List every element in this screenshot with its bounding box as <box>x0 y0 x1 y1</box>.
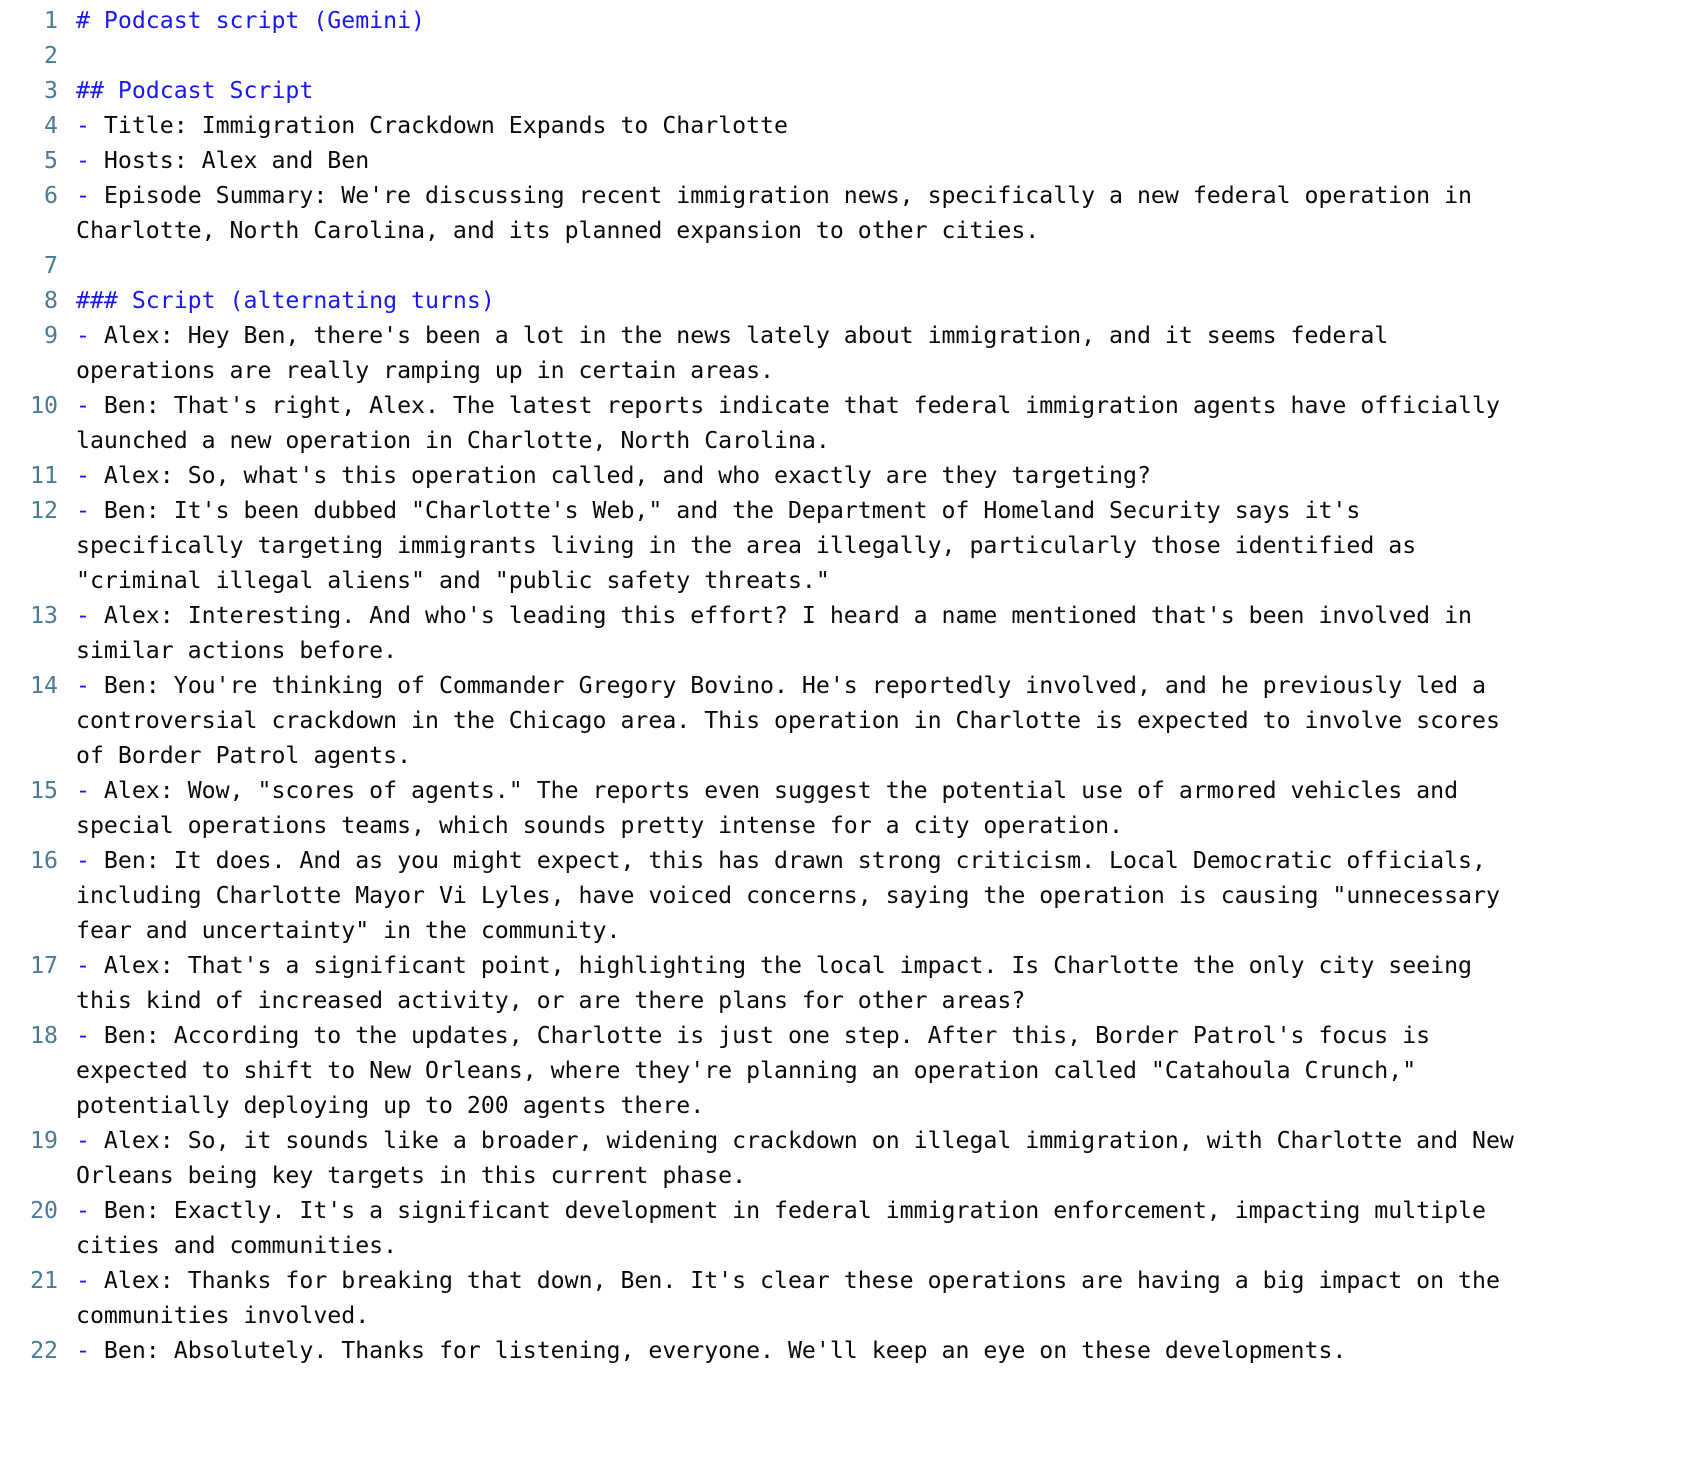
line-text <box>58 1053 1690 1088</box>
list-marker-dash: - <box>76 602 90 629</box>
list-marker-dash: - <box>76 322 90 349</box>
line-text <box>58 1228 1690 1263</box>
code-line <box>0 878 1690 913</box>
line-text <box>58 3 1690 38</box>
line-text <box>58 73 1690 108</box>
code-line <box>0 563 1690 598</box>
list-marker-dash: - <box>76 777 90 804</box>
line-number <box>0 633 58 668</box>
list-marker-dash: - <box>76 1337 90 1364</box>
list-item-text: Episode Summary: We're discussing recent immigration news, specifically a new federal operation in <box>89 182 1473 209</box>
heading-text: ## Podcast Script <box>76 77 314 104</box>
code-line <box>0 1018 1690 1053</box>
line-number <box>0 703 58 738</box>
line-number: 1 <box>44 7 58 34</box>
list-item-text: Alex: Hey Ben, there's been a lot in the news lately about immigration, and it seems federal <box>89 322 1389 349</box>
code-line <box>0 213 1690 248</box>
line-text <box>58 668 1690 703</box>
code-line <box>0 633 1690 668</box>
line-number <box>0 808 58 843</box>
list-item-text: Alex: Thanks for breaking that down, Ben. It's clear these operations are having a big impact on the <box>89 1267 1500 1294</box>
list-item-text: Ben: That's right, Alex. The latest reports indicate that federal immigration agents have officially <box>89 392 1500 419</box>
code-line <box>0 528 1690 563</box>
line-text <box>58 1333 1690 1368</box>
code-line <box>0 1158 1690 1193</box>
list-item-text: Alex: Interesting. And who's leading this effort? I heard a name mentioned that's been involved in <box>89 602 1473 629</box>
line-text <box>58 913 1690 948</box>
line-number: 3 <box>44 77 58 104</box>
line-number <box>0 563 58 598</box>
code-line <box>0 178 1690 213</box>
line-text <box>58 213 1690 248</box>
line-number <box>0 983 58 1018</box>
line-number: 4 <box>44 112 58 139</box>
code-line <box>0 248 1690 283</box>
list-marker-dash: - <box>76 847 90 874</box>
code-line <box>0 1263 1690 1298</box>
wrapped-line-text: operations are really ramping up in certain areas. <box>76 357 775 384</box>
code-line <box>0 668 1690 703</box>
code-line <box>0 1298 1690 1333</box>
line-text <box>58 248 1690 283</box>
line-number: 7 <box>44 252 58 279</box>
line-number <box>0 878 58 913</box>
line-number: 5 <box>44 147 58 174</box>
list-item-text: Alex: So, it sounds like a broader, widening crackdown on illegal immigration, with Charlotte and New <box>89 1127 1514 1154</box>
code-line <box>0 948 1690 983</box>
wrapped-line-text: special operations teams, which sounds pretty intense for a city operation. <box>76 812 1124 839</box>
line-number <box>0 1158 58 1193</box>
list-item-text: Ben: Absolutely. Thanks for listening, everyone. We'll keep an eye on these developments. <box>89 1337 1347 1364</box>
line-number <box>0 1298 58 1333</box>
line-number: 14 <box>30 672 58 699</box>
code-line <box>0 703 1690 738</box>
code-line <box>0 1123 1690 1158</box>
wrapped-line-text: expected to shift to New Orleans, where they're planning an operation called "Catahoula Crunch," <box>76 1057 1417 1084</box>
code-line <box>0 143 1690 178</box>
line-number: 19 <box>30 1127 58 1154</box>
list-item-text: Alex: So, what's this operation called, and who exactly are they targeting? <box>89 462 1151 489</box>
code-line <box>0 1053 1690 1088</box>
wrapped-line-text: "criminal illegal aliens" and "public safety threats." <box>76 567 830 594</box>
wrapped-line-text: specifically targeting immigrants living in the area illegally, particularly those identified as <box>76 532 1417 559</box>
line-number: 20 <box>30 1197 58 1224</box>
code-line <box>0 283 1690 318</box>
line-text <box>58 283 1690 318</box>
line-number: 12 <box>30 497 58 524</box>
code-line <box>0 388 1690 423</box>
line-text <box>58 1298 1690 1333</box>
line-number <box>0 738 58 773</box>
line-text <box>58 1123 1690 1158</box>
line-text <box>58 703 1690 738</box>
list-item-text: Hosts: Alex and Ben <box>89 147 370 174</box>
code-line <box>0 773 1690 808</box>
code-line <box>0 1228 1690 1263</box>
list-item-text: Alex: That's a significant point, highlighting the local impact. Is Charlotte the only city seeing <box>89 952 1473 979</box>
code-line <box>0 73 1690 108</box>
line-number: 22 <box>30 1337 58 1364</box>
list-marker-dash: - <box>76 147 90 174</box>
code-line <box>0 458 1690 493</box>
line-number <box>0 1088 58 1123</box>
line-number: 13 <box>30 602 58 629</box>
line-text <box>58 388 1690 423</box>
line-number: 15 <box>30 777 58 804</box>
line-number: 21 <box>30 1267 58 1294</box>
wrapped-line-text: potentially deploying up to 200 agents there. <box>76 1092 705 1119</box>
list-marker-dash: - <box>76 182 90 209</box>
line-number <box>0 1228 58 1263</box>
line-text <box>58 948 1690 983</box>
line-number: 6 <box>44 182 58 209</box>
code-line <box>0 38 1690 73</box>
list-item-text: Ben: Exactly. It's a significant development in federal immigration enforcement, impacting multiple <box>89 1197 1486 1224</box>
line-text <box>58 143 1690 178</box>
line-text <box>58 1263 1690 1298</box>
line-text <box>58 528 1690 563</box>
code-line <box>0 3 1690 38</box>
line-text <box>58 108 1690 143</box>
heading-text: # Podcast script (Gemini) <box>76 7 426 34</box>
list-marker-dash: - <box>76 497 90 524</box>
list-marker-dash: - <box>76 672 90 699</box>
line-number: 8 <box>44 287 58 314</box>
heading-text: ### Script (alternating turns) <box>76 287 495 314</box>
list-item-text: Ben: It does. And as you might expect, this has drawn strong criticism. Local Democratic officials, <box>89 847 1486 874</box>
wrapped-line-text: launched a new operation in Charlotte, North Carolina. <box>76 427 830 454</box>
code-line <box>0 423 1690 458</box>
list-item-text: Ben: It's been dubbed "Charlotte's Web," and the Department of Homeland Security says it's <box>89 497 1361 524</box>
wrapped-line-text: of Border Patrol agents. <box>76 742 412 769</box>
list-marker-dash: - <box>76 392 90 419</box>
line-text <box>58 353 1690 388</box>
code-line <box>0 983 1690 1018</box>
line-number <box>0 913 58 948</box>
line-number <box>0 213 58 248</box>
wrapped-line-text: Charlotte, North Carolina, and its planned expansion to other cities. <box>76 217 1040 244</box>
line-number <box>0 528 58 563</box>
list-marker-dash: - <box>76 952 90 979</box>
line-number <box>0 423 58 458</box>
code-line <box>0 1193 1690 1228</box>
list-marker-dash: - <box>76 1022 90 1049</box>
code-line <box>0 318 1690 353</box>
line-number: 9 <box>44 322 58 349</box>
line-number: 2 <box>44 42 58 69</box>
line-text <box>58 423 1690 458</box>
code-line <box>0 598 1690 633</box>
wrapped-line-text: including Charlotte Mayor Vi Lyles, have voiced concerns, saying the operation is causing "unnecessary <box>76 882 1500 909</box>
code-line <box>0 843 1690 878</box>
list-marker-dash: - <box>76 1267 90 1294</box>
line-number: 17 <box>30 952 58 979</box>
line-number: 16 <box>30 847 58 874</box>
line-number: 11 <box>30 462 58 489</box>
wrapped-line-text: cities and communities. <box>76 1232 398 1259</box>
wrapped-line-text: controversial crackdown in the Chicago area. This operation in Charlotte is expected to involve scores <box>76 707 1500 734</box>
wrapped-line-text: fear and uncertainty" in the community. <box>76 917 621 944</box>
line-text <box>58 1088 1690 1123</box>
line-text <box>58 738 1690 773</box>
wrapped-line-text: similar actions before. <box>76 637 398 664</box>
list-marker-dash: - <box>76 1127 90 1154</box>
line-text <box>58 1158 1690 1193</box>
line-text <box>58 633 1690 668</box>
wrapped-line-text: Orleans being key targets in this current phase. <box>76 1162 747 1189</box>
line-text <box>58 808 1690 843</box>
code-line <box>0 808 1690 843</box>
line-number: 10 <box>30 392 58 419</box>
code-line <box>0 1333 1690 1368</box>
line-text <box>58 178 1690 213</box>
line-text <box>58 563 1690 598</box>
list-marker-dash: - <box>76 112 90 139</box>
line-text <box>58 493 1690 528</box>
line-text <box>58 1018 1690 1053</box>
wrapped-line-text: communities involved. <box>76 1302 370 1329</box>
list-item-text: Ben: According to the updates, Charlotte is just one step. After this, Border Patrol's focus is <box>89 1022 1431 1049</box>
code-line <box>0 1088 1690 1123</box>
list-item-text: Alex: Wow, "scores of agents." The reports even suggest the potential use of armored vehicles and <box>89 777 1459 804</box>
line-text <box>58 598 1690 633</box>
code-line <box>0 738 1690 773</box>
line-text <box>58 773 1690 808</box>
line-text <box>58 458 1690 493</box>
code-line <box>0 913 1690 948</box>
list-item-text: Title: Immigration Crackdown Expands to Charlotte <box>89 112 788 139</box>
line-number <box>0 1053 58 1088</box>
line-text <box>58 983 1690 1018</box>
line-number: 18 <box>30 1022 58 1049</box>
line-text <box>58 38 1690 73</box>
line-text <box>58 843 1690 878</box>
code-line <box>0 353 1690 388</box>
line-number <box>0 353 58 388</box>
code-line <box>0 493 1690 528</box>
list-marker-dash: - <box>76 1197 90 1224</box>
code-line <box>0 108 1690 143</box>
wrapped-line-text: this kind of increased activity, or are there plans for other areas? <box>76 987 1026 1014</box>
line-text <box>58 318 1690 353</box>
line-text <box>58 1193 1690 1228</box>
line-text <box>58 878 1690 913</box>
list-marker-dash: - <box>76 462 90 489</box>
list-item-text: Ben: You're thinking of Commander Gregory Bovino. He's reportedly involved, and he previously led a <box>89 672 1486 699</box>
